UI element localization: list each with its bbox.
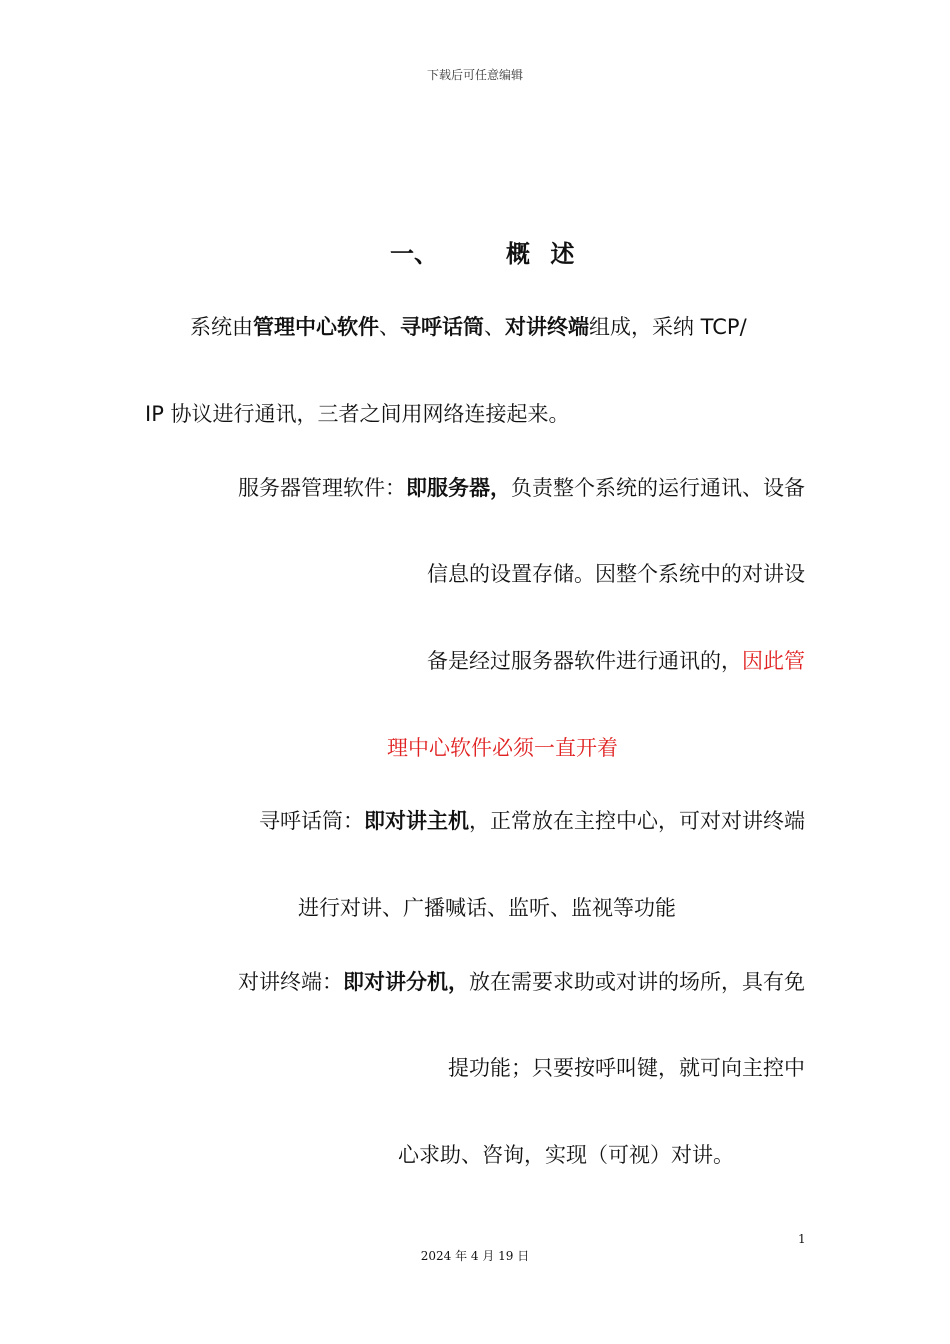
para1-line2: IP 协议进行通讯，三者之间用网络连接起来。	[145, 402, 570, 426]
footer-date: 2024 年 4 月 19 日	[420, 1249, 530, 1263]
para1-bold-3: 对讲终端	[505, 315, 589, 339]
server-line4-red: 理中心软件必须一直开着	[387, 736, 618, 760]
para1-sep-2: 、	[484, 315, 505, 339]
mic-bold: 即对讲主机	[364, 809, 469, 833]
mic-label: 寻呼话筒：	[259, 809, 364, 833]
para1-bold-1: 管理中心软件	[253, 315, 379, 339]
terminal-label: 对讲终端：	[238, 970, 343, 994]
terminal-line2: 提功能；只要按呼叫键，就可向主控中	[448, 1056, 805, 1080]
server-bold: 即服务器，	[406, 476, 511, 500]
section-title: 概 述	[506, 240, 581, 268]
mic-text: ，正常放在主控中心，可对对讲终端	[469, 809, 805, 833]
page-header: 下载后可任意编辑	[426, 68, 523, 82]
para1-line1	[190, 312, 747, 342]
server-line3-red: 因此管	[742, 649, 805, 673]
server-text: 负责整个系统的运行通讯、设备	[511, 476, 805, 500]
para1-post: 组成，采纳 TCP/	[589, 315, 747, 339]
server-line3-text: 备是经过服务器软件进行通讯的，	[427, 649, 742, 673]
server-label: 服务器管理软件：	[238, 476, 406, 500]
mic-line2: 进行对讲、广播喊话、监听、监视等功能	[298, 896, 676, 920]
server-line1	[238, 473, 805, 503]
terminal-line1	[238, 967, 805, 997]
server-line3	[427, 646, 805, 676]
terminal-line3: 心求助、咨询，实现（可视）对讲。	[398, 1143, 734, 1167]
terminal-bold: 即对讲分机，	[343, 970, 469, 994]
server-line2: 信息的设置存储。因整个系统中的对讲设	[427, 562, 805, 586]
para1-sep-1: 、	[379, 315, 400, 339]
para1-pre: 系统由	[190, 315, 253, 339]
page-number: 1	[798, 1232, 806, 1246]
mic-line1	[259, 806, 805, 836]
para1-bold-2: 寻呼话筒	[400, 315, 484, 339]
terminal-text: 放在需要求助或对讲的场所，具有免	[469, 970, 805, 994]
section-number: 一、	[390, 240, 438, 268]
